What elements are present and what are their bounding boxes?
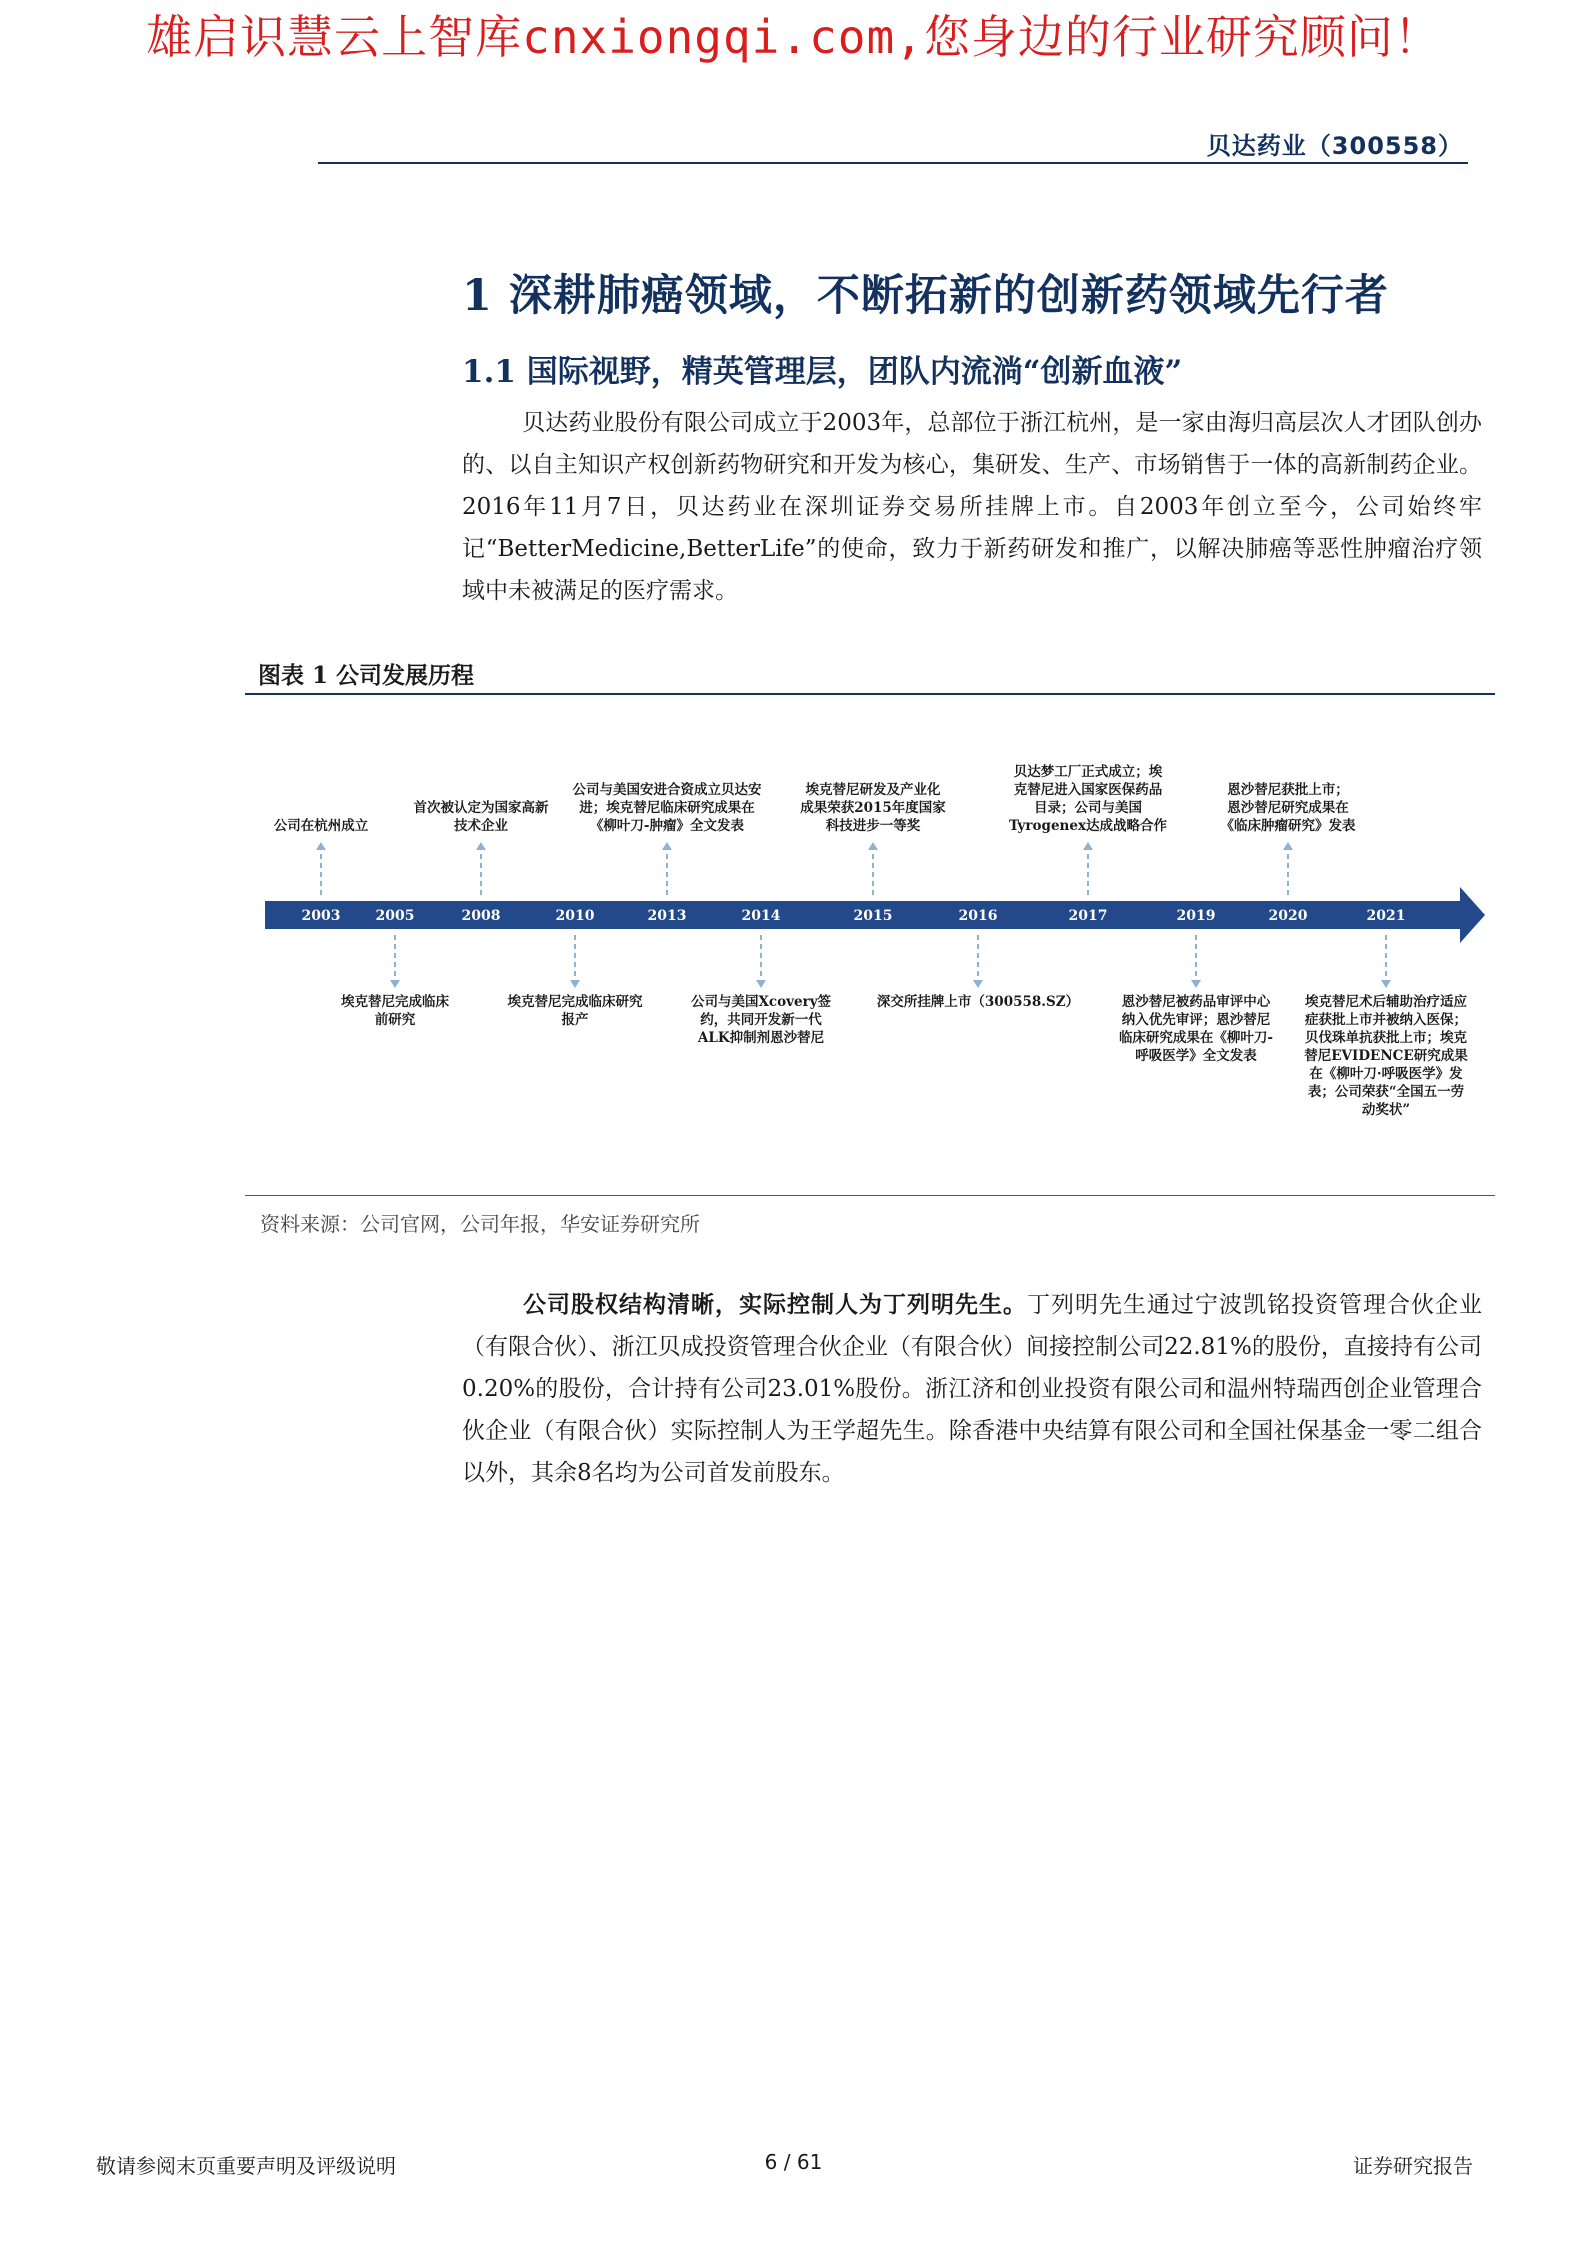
timeline-event-2003-connector-head	[316, 842, 326, 850]
timeline-year-2016: 2016	[958, 908, 998, 924]
promo-banner: 雄启识慧云上智库cnxiongqi.com,您身边的行业研究顾问！	[146, 10, 1441, 64]
timeline-event-2019-line: 纳入优先审评；恩沙替尼	[1121, 1012, 1271, 1028]
timeline-event-2010-line: 报产	[561, 1012, 589, 1028]
timeline-event-2016-connector-head	[973, 980, 983, 988]
timeline-event-2013-line: 公司与美国安进合资成立贝达安	[572, 782, 762, 798]
timeline-event-2008-connector-head	[476, 842, 486, 850]
timeline-year-2008: 2008	[461, 908, 501, 924]
figure-top-rule	[245, 693, 1495, 695]
timeline-event-2019-line: 临床研究成果在《柳叶刀-	[1118, 1030, 1274, 1046]
timeline-event-2005-line: 埃克替尼完成临床	[341, 994, 449, 1010]
timeline-event-2014-line: 约，共同开发新一代	[700, 1012, 822, 1028]
timeline-year-2021: 2021	[1366, 908, 1406, 924]
header-divider	[318, 162, 1468, 164]
timeline-event-2008-line: 首次被认定为国家高新	[413, 800, 549, 816]
timeline-year-2017: 2017	[1068, 908, 1108, 924]
figure-source: 资料来源：公司官网，公司年报，华安证券研究所	[260, 1212, 700, 1236]
timeline-event-2008-line: 技术企业	[454, 818, 508, 834]
subsection-heading: 1.1 国际视野，精英管理层，团队内流淌“创新血液”	[462, 354, 1183, 390]
page-number: 6 / 61	[764, 2150, 823, 2174]
timeline-event-2016-line: 深交所挂牌上市（300558.SZ）	[876, 994, 1080, 1010]
company-intro-text: 贝达药业股份有限公司成立于2003年，总部位于浙江杭州，是一家由海归高层次人才团队创办的、以自主知识产权创新药物研究和开发为核心，集研发、生产、市场销售于一体的高新制药企业。2016年11月7日，贝达药业在深圳证券交易所挂牌上市。自2003年创立至今，公司始终牢记“BetterMedicine,BetterLife”的使命，致力于新药研发和推广，以解决肺癌等恶性肿瘤治疗领域中未被满足的医疗需求。	[462, 410, 1482, 604]
timeline-event-2015-connector-head	[868, 842, 878, 850]
timeline-event-2010-line: 埃克替尼完成临床研究	[507, 994, 643, 1010]
footer-report-type: 证券研究报告	[1353, 2154, 1473, 2178]
timeline-event-2017-line: 克替尼进入国家医保药品	[1013, 782, 1163, 798]
development-timeline	[245, 700, 1495, 1190]
timeline-event-2021-line: 表；公司荣获“全国五一劳	[1307, 1084, 1465, 1100]
figure-bottom-rule	[245, 1195, 1495, 1196]
timeline-event-2020-line: 恩沙替尼研究成果在	[1227, 800, 1349, 816]
shareholding-paragraph	[462, 1284, 1482, 1494]
timeline-event-2021-line: 在《柳叶刀·呼吸医学》发	[1309, 1066, 1463, 1082]
timeline-event-2017-line: Tyrogenex达成战略合作	[1008, 818, 1168, 834]
timeline-event-2003-line: 公司在杭州成立	[273, 818, 369, 834]
timeline-event-2019-line: 呼吸医学》全文发表	[1135, 1048, 1257, 1064]
timeline-event-2014-line: ALK抑制剂恩沙替尼	[697, 1030, 825, 1046]
timeline-event-2017-line: 目录；公司与美国	[1034, 800, 1142, 816]
timeline-year-2015: 2015	[853, 908, 893, 924]
timeline-event-2021-line: 替尼EVIDENCE研究成果	[1304, 1048, 1468, 1064]
timeline-year-2019: 2019	[1176, 908, 1216, 924]
timeline-event-2017-line: 贝达梦工厂正式成立；埃	[1013, 764, 1163, 780]
timeline-event-2019-line: 恩沙替尼被药品审评中心	[1121, 994, 1271, 1010]
timeline-year-2013: 2013	[647, 908, 687, 924]
section-heading: 1 深耕肺癌领域，不断拓新的创新药领域先行者	[462, 271, 1389, 321]
timeline-event-2021-line: 症获批上市并被纳入医保；	[1305, 1012, 1467, 1028]
timeline-year-2010: 2010	[555, 908, 595, 924]
timeline-event-2019-connector-head	[1191, 980, 1201, 988]
timeline-year-2005: 2005	[375, 908, 415, 924]
timeline-year-2014: 2014	[741, 908, 781, 924]
timeline-event-2010-connector-head	[570, 980, 580, 988]
shareholding-lead: 公司股权结构清晰，实际控制人为丁列明先生。	[522, 1291, 1027, 1318]
timeline-event-2015-line: 科技进步一等奖	[825, 818, 921, 834]
timeline-event-2005-line: 前研究	[374, 1012, 416, 1028]
company-intro-paragraph	[462, 402, 1482, 612]
timeline-event-2014-line: 公司与美国Xcovery签	[690, 994, 832, 1010]
timeline-event-2013-line: 《柳叶刀-肿瘤》全文发表	[589, 818, 745, 834]
footer-disclaimer: 敬请参阅末页重要声明及评级说明	[96, 2154, 396, 2178]
timeline-event-2021-line: 埃克替尼术后辅助治疗适应	[1305, 994, 1467, 1010]
timeline-event-2013-connector-head	[662, 842, 672, 850]
report-company-ticker: 贝达药业（300558）	[1206, 132, 1463, 160]
timeline-event-2021-connector-head	[1381, 980, 1391, 988]
timeline-year-2020: 2020	[1268, 908, 1308, 924]
timeline-event-2013-line: 进；埃克替尼临床研究成果在	[579, 800, 755, 816]
timeline-event-2020-connector-head	[1283, 842, 1293, 850]
timeline-event-2014-connector-head	[756, 980, 766, 988]
timeline-event-2020-line: 恩沙替尼获批上市；	[1227, 782, 1349, 798]
timeline-event-2020-line: 《临床肿瘤研究》发表	[1220, 818, 1356, 834]
timeline-event-2021-line: 动奖状”	[1361, 1102, 1411, 1118]
timeline-year-2003: 2003	[301, 908, 341, 924]
timeline-event-2021-line: 贝伐珠单抗获批上市；埃克	[1305, 1030, 1467, 1046]
timeline-event-2015-line: 埃克替尼研发及产业化	[805, 782, 941, 798]
timeline-event-2017-connector-head	[1083, 842, 1093, 850]
shareholding-body: 丁列明先生通过宁波凯铭投资管理合伙企业（有限合伙）、浙江贝成投资管理合伙企业（有限合伙）间接控制公司22.81%的股份，直接持有公司0.20%的股份，合计持有公司23.01%股份。浙江济和创业投资有限公司和温州特瑞西创企业管理合伙企业（有限合伙）实际控制人为王学超先生。除香港中央结算有限公司和全国社保基金一零二组合以外，其余8名均为公司首发前股东。	[462, 1292, 1482, 1486]
figure-title: 图表 1 公司发展历程	[258, 662, 475, 689]
timeline-event-2015-line: 成果荣获2015年度国家	[800, 800, 946, 816]
timeline-event-2005-connector-head	[390, 980, 400, 988]
